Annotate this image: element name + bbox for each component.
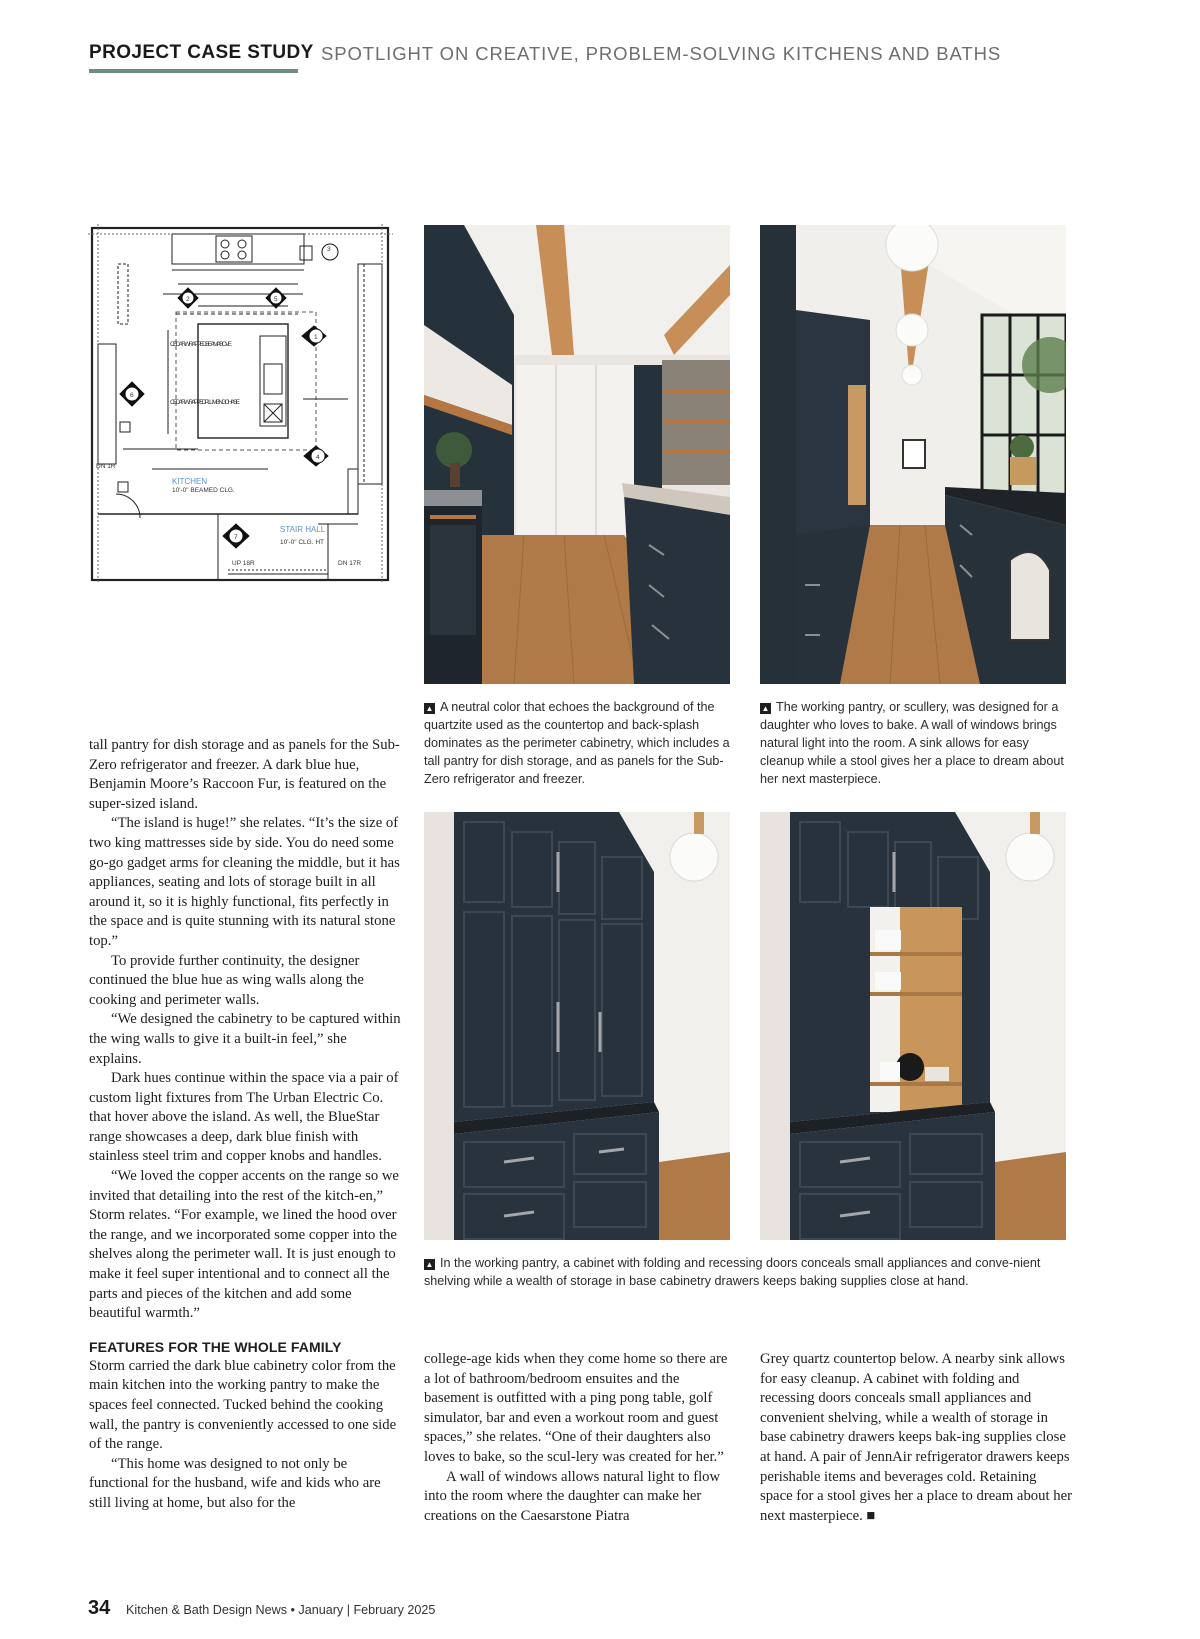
fp-label-cedar-chase: CEDAR WRAPPED PLUMBING CHASE (170, 399, 241, 406)
fp-marker-7: 7 (234, 534, 238, 541)
fp-label-stair-clg: 10'-0" CLG. HT (280, 539, 325, 546)
fp-label-cedar-beam: CEDAR WRAPPED BEAM ABOVE (170, 341, 232, 348)
body-paragraph: college-age kids when they come home so there are a lot of bathroom/bedroom ensuites and the basement is outfitted with a ping pong table, golf simulator, bar and even a workout room and guest spaces,” she relates. “One of their daughters also loves to bake, so the scul-lery was created for her.” (424, 1351, 728, 1465)
body-paragraph: Dark hues continue within the space via a pair of custom light fixtures from The Urban Electric Co. that hover above the island. As well, the BlueStar range showcases a deep, dark blue finish with stainless steel trim and copper knobs and handles. (89, 1070, 399, 1165)
body-column-3 (760, 1350, 1072, 1526)
page-number: 34 (88, 1597, 111, 1619)
body-paragraph: “This home was designed to not only be functional for the husband, wife and kids who are still living at home, but also for the (89, 1455, 381, 1511)
caption-arrow-icon: ▲ (761, 704, 770, 713)
photo-pantry-closed (424, 812, 730, 1240)
caption-kitchen-island (424, 698, 734, 788)
kicker-title: PROJECT CASE STUDY (89, 42, 314, 63)
fp-label-dn: DN 17R (338, 560, 362, 567)
body-paragraph: Grey quartz countertop below. A nearby sink allows for easy cleanup. A cabinet with folding and recessing doors conceals small appliances and convenient shelving, while a wealth of storage in base cabinetry drawers keeps bak-ing supplies close at hand. A pair of JennAir refrigerator drawers keeps perishable items and beverages cold. Retaining space for a stool gives her a place to dream about her next masterpiece. ■ (760, 1351, 1072, 1524)
photo-scullery-art (760, 225, 1066, 684)
caption-scullery (760, 698, 1070, 788)
kicker-underline (89, 69, 298, 73)
photo-pantry-open-art (760, 812, 1066, 1240)
body-column-1 (89, 736, 401, 1514)
caption-1-text: A neutral color that echoes the background of the quartzite used as the countertop and back-splash dominates as the perimeter cabinetry, which includes a tall pantry for dish storage, and as panels for the Sub-Zero refrigerator and freezer. (424, 700, 730, 786)
fp-label-stair: STAIR HALL (280, 525, 326, 534)
floor-plan-svg (88, 224, 393, 584)
photo-kitchen-island-art (424, 225, 730, 684)
fp-label-up: UP 18R (232, 560, 255, 567)
publication-line: Kitchen & Bath Design News • January | February 2025 (126, 1603, 436, 1617)
photo-scullery (760, 225, 1066, 684)
subhead-features: FEATURES FOR THE WHOLE FAMILY (89, 1338, 342, 1355)
fp-label-kitchen: KITCHEN (172, 477, 208, 486)
section-title: SPOTLIGHT ON CREATIVE, PROBLEM-SOLVING KITCHENS AND BATHS (321, 43, 1002, 64)
page-footer (88, 1597, 588, 1625)
body-paragraph: “We designed the cabinetry to be captured within the wing walls to give it a built-in feel,” she explains. (89, 1011, 401, 1067)
page-header (89, 42, 1129, 76)
caption-arrow-icon: ▲ (425, 704, 434, 713)
fp-label-dn-left: DN 1R (96, 463, 116, 470)
fp-marker-1: 1 (314, 334, 318, 341)
fp-marker-2: 2 (186, 296, 190, 303)
body-paragraph: “We loved the copper accents on the range so we invited that detailing into the rest of the kitch-en,” Storm relates. “For example, we lined the hood over the range, and we incorporated some copper into the shelves along the perimeter wall. It is just enough to make it feel super intentional and to connect all the parts and pieces of the kitchen and add some beautiful warmth.” (89, 1168, 399, 1322)
fp-marker-4: 4 (316, 454, 320, 461)
fp-marker-6: 6 (130, 392, 134, 399)
body-paragraph: To provide further continuity, the designer continued the blue hue as wing walls along the cooking and perimeter walls. (89, 952, 364, 1008)
body-paragraph: Storm carried the dark blue cabinetry color from the main kitchen into the working pantry to make the spaces feel connected. Tucked behind the cooking wall, the pantry is conveniently accessed to one side of the range. (89, 1357, 397, 1453)
body-paragraph: A wall of windows allows natural light to flow into the room where the daughter can make her creations on the Caesarstone Piatra (424, 1468, 721, 1524)
body-column-2 (424, 1350, 736, 1526)
fp-marker-5: 5 (274, 296, 278, 303)
floor-plan-drawing (88, 224, 393, 584)
fp-label-kitchen-clg: 10'-0" BEAMED CLG. (172, 487, 235, 494)
photo-pantry-closed-art (424, 812, 730, 1240)
body-paragraph: tall pantry for dish storage and as panels for the Sub-Zero refrigerator and freezer. A dark blue hue, Benjamin Moore’s Raccoon Fur, is featured on the super-sized island. (89, 737, 400, 812)
photo-pantry-open (760, 812, 1066, 1240)
fp-marker-3: 3 (327, 246, 331, 253)
caption-2-text: The working pantry, or scullery, was designed for a daughter who loves to bake. A wall of windows brings natural light into the room. A sink allows for easy cleanup while a stool gives her a place to dream about her next masterpiece. (760, 700, 1064, 786)
caption-arrow-icon: ▲ (425, 1260, 434, 1269)
caption-3-text: In the working pantry, a cabinet with folding and recessing doors conceals small appliances and conve-nient shelving while a wealth of storage in base cabinetry drawers keeps baking supplies close at hand. (424, 1256, 1041, 1288)
body-paragraph: “The island is huge!” she relates. “It’s the size of two king mattresses side by side. You do need some go-go gadget arms for cleaning the middle, but it has appliances, seating and lots of storage built in all around it, so it is highly functional, fits perfectly in the space and is quite stunning with its natural stone top.” (89, 815, 400, 949)
photo-kitchen-island (424, 225, 730, 684)
caption-pantry (424, 1254, 1069, 1290)
